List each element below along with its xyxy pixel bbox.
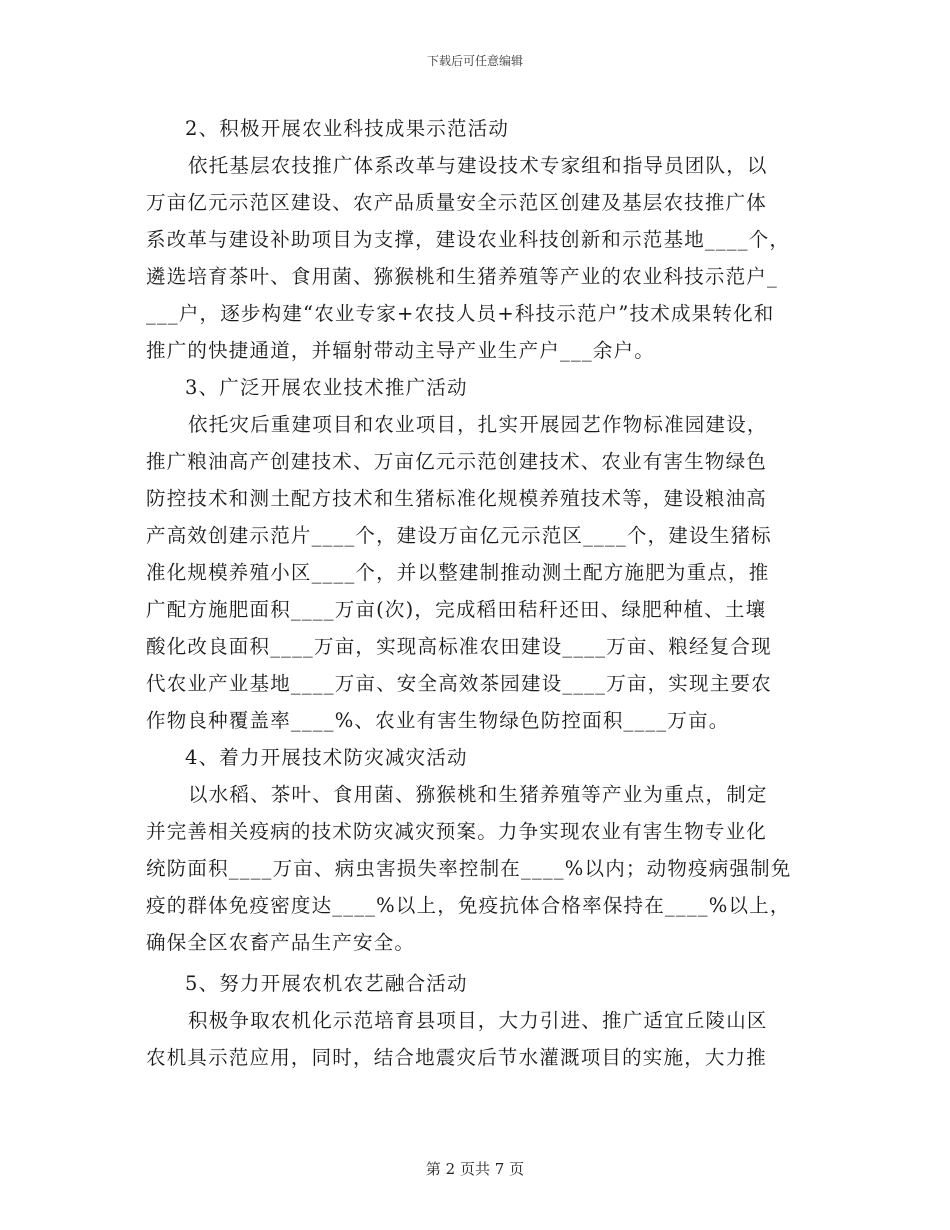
paragraph-line: 依托灾后重建项目和农业项目，扎实开展园艺作物标准园建设，	[188, 413, 768, 436]
paragraph-line: 作物良种覆盖率____%、农业有害生物绿色防控面积____万亩。	[146, 709, 730, 732]
paragraph-line: 广配方施肥面积____万亩(次)，完成稻田秸秆还田、绿肥种植、土壤	[146, 598, 767, 621]
section-paragraph	[146, 406, 806, 739]
paragraph-line: 疫的群体免疫密度达____%以上，免疫抗体合格率保持在____%以上，	[146, 894, 791, 917]
paragraph-line: 以水稻、茶叶、食用菌、猕猴桃和生猪养殖等产业为重点，制定	[188, 783, 768, 806]
document-body	[146, 110, 806, 1076]
section-heading: 4、着力开展技术防灾减灾活动	[185, 746, 468, 769]
section-heading: 2、积极开展农业科技成果示范活动	[185, 117, 510, 140]
paragraph-line: 积极争取农机化示范培育县项目，大力引进、推广适宜丘陵山区	[188, 1009, 768, 1032]
paragraph-line: 防控技术和测土配方技术和生猪标准化规模养殖技术等，建设粮油高	[146, 487, 768, 510]
paragraph-line: ___户，逐步构建“农业专家+农技人员+科技示范户”技术成果转化和	[146, 302, 775, 325]
section-heading: 3、广泛开展农业技术推广活动	[185, 376, 468, 399]
paragraph-line: 农机具示范应用，同时，结合地震灾后节水灌溉项目的实施，大力推	[146, 1046, 768, 1069]
paragraph-line: 代农业产业基地____万亩、安全高效茶园建设____万亩，实现主要农	[146, 672, 772, 695]
section-paragraph	[146, 776, 806, 961]
page-header: 下载后可任意编辑	[426, 54, 523, 68]
paragraph-line: 并完善相关疫病的技术防灾减灾预案。力争实现农业有害生物专业化	[146, 820, 768, 843]
paragraph-line: 酸化改良面积____万亩，实现高标准农田建设____万亩、粮经复合现	[146, 635, 772, 658]
paragraph-line: 准化规模养殖小区____个，并以整建制推动测土配方施肥为重点，推	[146, 561, 770, 584]
paragraph-line: 万亩亿元示范区建设、农产品质量安全示范区创建及基层农技推广体	[146, 191, 768, 214]
paragraph-line: 确保全区农畜产品生产安全。	[146, 931, 416, 954]
paragraph-line: 依托基层农技推广体系改革与建设技术专家组和指导员团队，以	[188, 154, 768, 177]
page-footer: 第 2 页共 7 页	[425, 1160, 525, 1178]
paragraph-line: 遴选培育茶叶、食用菌、猕猴桃和生猪养殖等产业的农业科技示范户_	[146, 265, 778, 288]
paragraph-line: 产高效创建示范片____个，建设万亩亿元示范区____个，建设生猪标	[146, 524, 772, 547]
section-heading: 5、努力开展农机农艺融合活动	[185, 972, 468, 995]
paragraph-line: 推广的快捷通道，并辐射带动主导产业生产户___余户。	[146, 339, 655, 362]
section-paragraph	[146, 147, 806, 369]
section-paragraph	[146, 1002, 806, 1076]
paragraph-line: 统防面积____万亩、病虫害损失率控制在____%以内；动物疫病强制免	[146, 857, 792, 880]
paragraph-line: 系改革与建设补助项目为支撑，建设农业科技创新和示范基地____个，	[146, 228, 791, 251]
paragraph-line: 推广粮油高产创建技术、万亩亿元示范创建技术、农业有害生物绿色	[146, 450, 768, 473]
